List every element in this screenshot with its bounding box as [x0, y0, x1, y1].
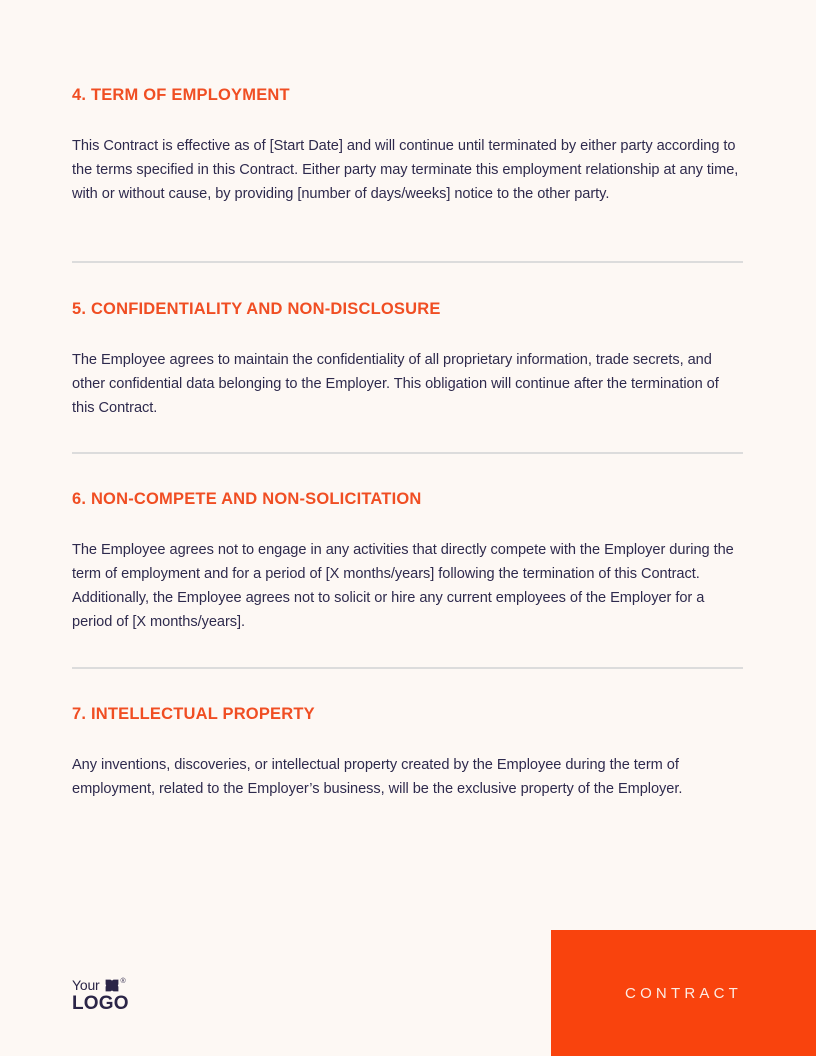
- section-heading: 6. NON-COMPETE AND NON-SOLICITATION: [72, 490, 422, 508]
- section-divider: [72, 667, 743, 669]
- section-heading: 5. CONFIDENTIALITY AND NON-DISCLOSURE: [72, 300, 441, 318]
- registered-trademark-icon: ®: [120, 978, 126, 985]
- section-confidentiality-and-non-disclosure: [72, 300, 743, 420]
- section-intellectual-property: [72, 705, 743, 801]
- logo-bottom-text: LOGO: [72, 993, 129, 1014]
- section-body: The Employee agrees not to engage in any activities that directly compete with the Employer during the term of employment and for a period of [X months/years] following the termination of this Contract. Additionally, the Employee agrees not to solicit or hire any current employees of the Employer for a period of [X months/years].: [72, 541, 734, 630]
- footer-accent-block: [551, 930, 816, 1056]
- section-body: Any inventions, discoveries, or intellectual property created by the Employee during the term of employment, related to the Employer’s business, will be the exclusive property of the Employer.: [72, 756, 683, 797]
- section-body: This Contract is effective as of [Start Date] and will continue until terminated by either party according to the terms specified in this Contract. Either party may terminate this employment relationship at any time, with or without cause, by providing [number of days/weeks] notice to the other party.: [72, 137, 739, 202]
- section-heading: 4. TERM OF EMPLOYMENT: [72, 86, 290, 104]
- section-non-compete-and-non-solicitation: [72, 490, 743, 634]
- section-divider: [72, 261, 743, 263]
- footer-accent-label: CONTRACT: [625, 984, 742, 1002]
- logo-top-text: Your: [72, 977, 100, 993]
- section-heading: 7. INTELLECTUAL PROPERTY: [72, 705, 315, 723]
- section-term-of-employment: [72, 86, 743, 206]
- section-body: The Employee agrees to maintain the confidentiality of all proprietary information, trade secrets, and other confidential data belonging to the Employer. This obligation will continue after the termination of this Contract.: [72, 351, 719, 416]
- logo: [72, 978, 222, 1012]
- logo-top-row: [72, 978, 222, 993]
- quatrefoil-icon: [105, 979, 119, 992]
- section-divider: [72, 452, 743, 454]
